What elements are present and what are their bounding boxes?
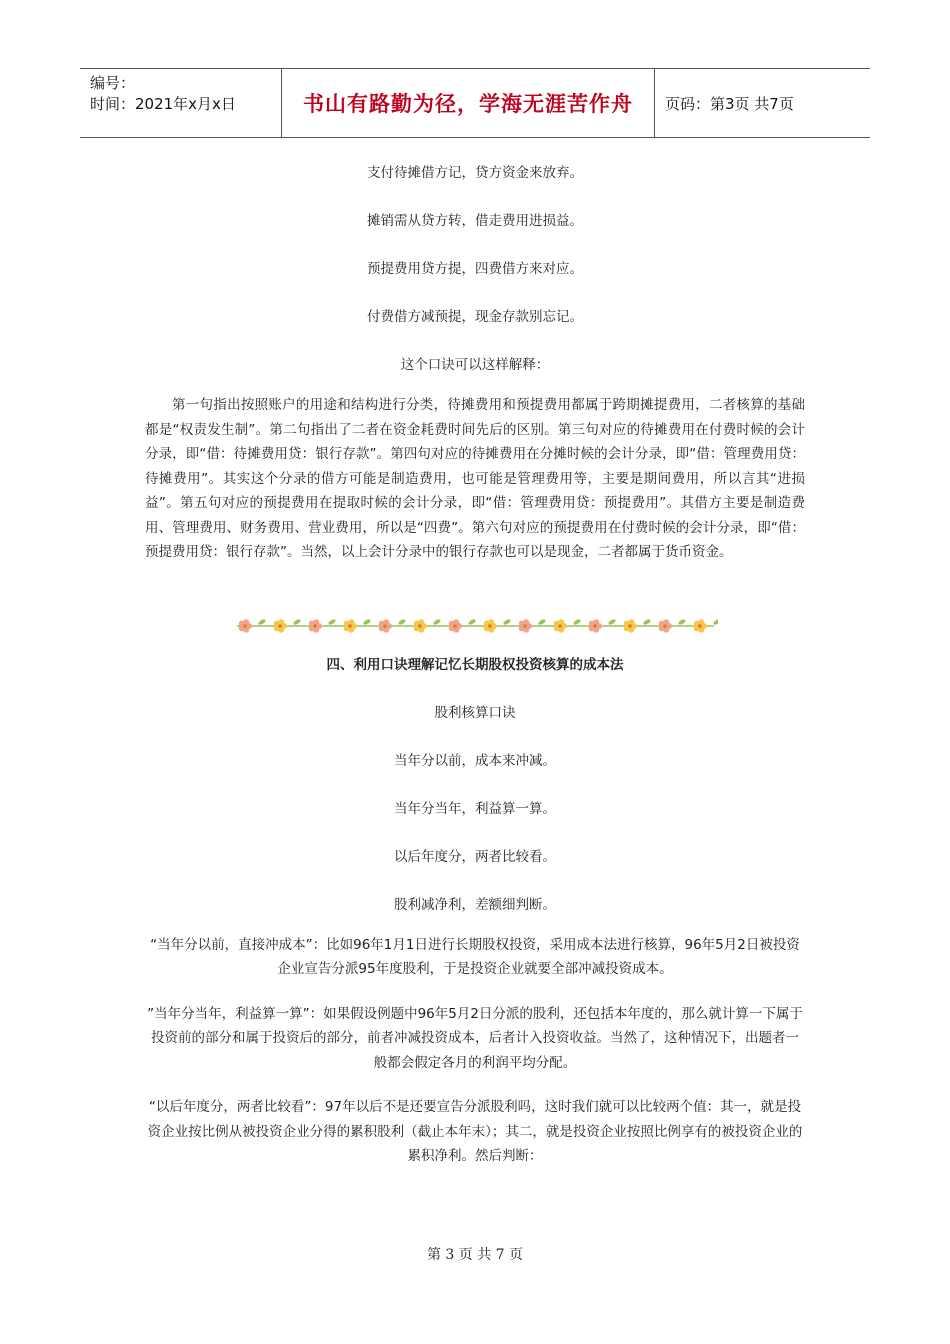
explain-paragraph-2: “当年分以前，直接冲成本”：比如96年1月1日进行长期股权投资，采用成本法进行核算，96年5月2日被投资企业宣告分派95年度股利，于是投资企业就要全部冲减投资成本。: [150, 936, 800, 977]
leaf-icon: [363, 618, 372, 625]
verse1-line: 摊销需从贷方转，借走费用进损益。: [367, 213, 583, 229]
flower-icon: [589, 619, 602, 633]
flower-icon: [694, 619, 707, 633]
leaf-icon: [538, 618, 547, 625]
leaf-icon: [643, 618, 652, 625]
flower-icon: [414, 619, 427, 633]
leaf-icon: [293, 618, 302, 625]
flower-icon: [659, 619, 672, 633]
page-footer: 第 3 页 共 7 页: [426, 1247, 524, 1263]
leaf-icon: [258, 618, 267, 625]
flower-icon: [379, 619, 392, 633]
leaf-icon: [328, 618, 337, 625]
explain-paragraph-3: ”当年分当年，利益算一算”：如果假设例题中96年5月2日分派的股利，还包括本年度的，那么就计算一下属于投资前的部分和属于投资后的部分，前者冲减投资成本，后者计入投资收益。当然了，这种情况下，出题者一般都会假定各月的利润平均分配。: [147, 1005, 803, 1071]
leaf-icon: [573, 618, 582, 625]
leaf-icon: [678, 618, 687, 625]
page-info: 页码：第3页 共7页: [665, 94, 794, 113]
flower-icon: [554, 619, 567, 633]
verse2-line: 当年分以前，成本来冲减。: [394, 752, 556, 769]
verse2-title: 股利核算口诀: [434, 704, 516, 721]
leaf-icon: [468, 618, 477, 625]
flower-icon: [449, 619, 462, 633]
page-header: [80, 68, 870, 138]
flower-icon: [519, 619, 532, 633]
verse2-line: 以后年度分，两者比较看。: [394, 848, 556, 865]
flower-icon: [344, 619, 357, 633]
time-label: 时间：2021年x月x日: [90, 95, 236, 113]
document-body: [145, 155, 805, 1169]
flower-icon: [239, 619, 252, 633]
flower-icon: [309, 619, 322, 633]
explain-intro: 这个口诀可以这样解释：: [400, 357, 550, 373]
explain-paragraph-4: “以后年度分，两者比较看”：97年以后不是还要宣告分派股利吗，这时我们就可以比较两个值：其一，就是投资企业按比例从被投资企业分得的累积股利（截止本年末）；其二，就是投资企业按照比例享有的被投资企业的累积净利。然后判断：: [147, 1099, 803, 1164]
verse1-line: 预提费用贷方提，四费借方来对应。: [367, 261, 583, 277]
leaf-icon: [503, 618, 512, 625]
verse1-line: 付费借方减预提，现金存款别忘记。: [367, 309, 583, 325]
explain-paragraph: 第一句指出按照账户的用途和结构进行分类，待摊费用和预提费用都属于跨期摊提费用，二者核算的基础都是“权责发生制”。第二句指出了二者在资金耗费时间先后的区别。第三句对应的待摊费用在付费时候的会计分录，即“借：待摊费用贷：银行存款”。第四句对应的待摊费用在分摊时候的会计分录，即“借：管理费用贷：待摊费用”。其实这个分录的借方可能是制造费用，也可能是管理费用等，主要是期间费用，所以言其“进损益”。第五句对应的预提费用在提取时候的会计分录，即“借：管理费用贷：预提费用”。其借方主要是制造费用、管理费用、财务费用、营业费用，所以是“四费”。第六句对应的预提费用在付费时候的会计分录，即“借：预提费用贷：银行存款”。当然，以上会计分录中的银行存款也可以是现金，二者都属于货币资金。: [145, 397, 805, 560]
header-motto: 书山有路勤为径，学海无涯苦作舟: [281, 69, 655, 137]
verse2-line: 当年分当年，利益算一算。: [394, 800, 556, 817]
header-meta: [80, 69, 281, 137]
leaf-icon: [433, 618, 442, 625]
verse1-line: 支付待摊借方记，贷方资金来放弃。: [367, 165, 583, 181]
leaf-icon: [398, 618, 407, 625]
verse2-line: 股利减净利，差额细判断。: [394, 896, 556, 913]
flower-icon: [274, 619, 287, 633]
section-heading: 四、利用口诀理解记忆长期股权投资核算的成本法: [326, 656, 624, 673]
leaf-icon: [713, 618, 718, 625]
flower-icon: [484, 619, 497, 633]
number-label: 编号：: [90, 74, 136, 92]
leaf-icon: [608, 618, 617, 625]
flower-icon: [624, 619, 637, 633]
flower-divider: [233, 612, 718, 640]
